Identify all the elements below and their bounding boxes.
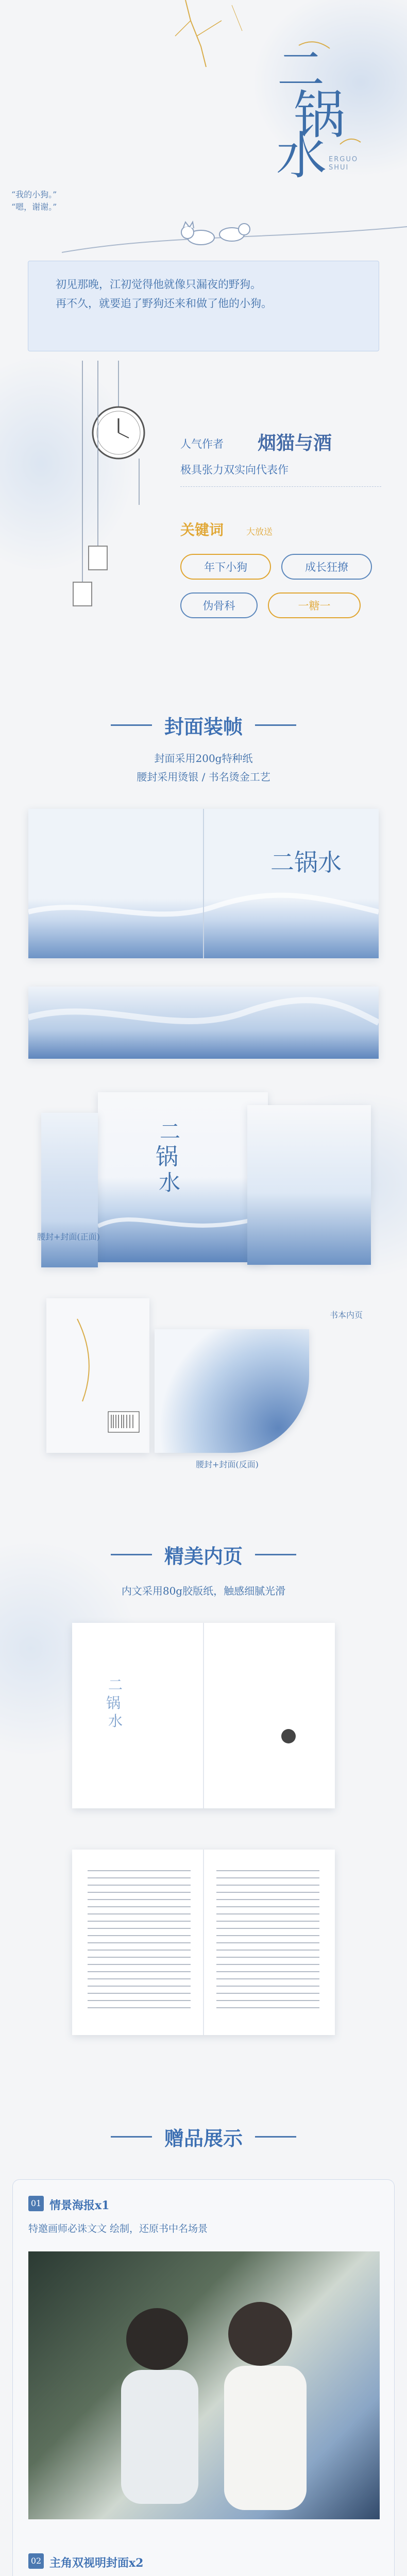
- inner-pages-spread-2: [72, 1850, 335, 2035]
- gift-number: 02: [28, 2553, 44, 2569]
- author-name: 烟猫与酒: [258, 432, 332, 454]
- cover-title-text: 封面装帧: [164, 715, 243, 738]
- cover-belt-flat: [28, 987, 379, 1059]
- inner-desc: 内文采用80g胶版纸，触感细腻光滑: [121, 1585, 286, 1597]
- cover-desc: [0, 749, 407, 786]
- svg-text:二: 二: [160, 1120, 180, 1144]
- logo-title: [268, 36, 371, 185]
- svg-text:锅: 锅: [156, 1144, 178, 1170]
- quote-line-2: “嗯，谢谢。”: [11, 202, 57, 212]
- title-bar-left: [111, 724, 152, 726]
- title-bar-right: [255, 724, 296, 726]
- svg-text:水: 水: [108, 1713, 123, 1730]
- title-bar-right: [255, 1554, 296, 1555]
- logo-char-1: 二: [277, 42, 325, 97]
- title-bar-right: [255, 2136, 296, 2138]
- keywords-title: 关键词: [180, 521, 224, 538]
- inner-section-title: [0, 1540, 407, 1569]
- svg-text:二: 二: [108, 1676, 123, 1693]
- svg-text:水: 水: [159, 1170, 181, 1195]
- logo-char-3: 水: [276, 127, 327, 185]
- gift-name: 情景海报x1: [49, 2199, 110, 2212]
- cover-desc-line-2: 腰封采用烫银 / 书名烫金工艺: [137, 771, 270, 783]
- belt-art-icon: [28, 987, 379, 1059]
- hanging-lamp-icon: [67, 361, 170, 649]
- cover-desc-line-1: 封面采用200g特种纸: [154, 752, 253, 765]
- cover-art-icon: [28, 809, 379, 958]
- title-bar-left: [111, 1554, 152, 1555]
- quote-line-1: “我的小狗。”: [11, 190, 57, 199]
- tag-pill-3: 伪骨科: [180, 592, 258, 618]
- tag-pill-2: 成长狂撩: [281, 554, 372, 580]
- callout-inner-pages: 书本内页: [330, 1310, 363, 1320]
- book-mockup-spine: [41, 1113, 98, 1267]
- gold-branch-icon: [170, 0, 273, 72]
- author-prefix: 人气作者: [180, 438, 224, 450]
- book-mockup-closed: [46, 1298, 149, 1453]
- inner-title-text: 精美内页: [164, 1545, 243, 1568]
- cats-on-rope-icon: [62, 204, 407, 265]
- svg-text:锅: 锅: [106, 1694, 121, 1711]
- quote: [11, 189, 57, 213]
- text-lines: [88, 1870, 191, 2009]
- gifts-title-text: 赠品展示: [164, 2127, 243, 2150]
- tag-pill-4: 一糖一: [268, 592, 361, 618]
- spread-gutter: [203, 1850, 204, 2035]
- keywords-note: 大放送: [246, 527, 273, 537]
- closed-book-art-icon: [46, 1298, 149, 1453]
- author-subtitle: 极具张力双实向代表作: [180, 464, 289, 476]
- gifts-section-title: [0, 2123, 407, 2151]
- poster-figures-icon: [28, 2251, 380, 2519]
- leaf-icon: [268, 36, 371, 185]
- logo-char-2: 锅: [294, 85, 345, 145]
- text-lines: [216, 1870, 319, 2009]
- book-mockup-open: [155, 1329, 309, 1453]
- book-mockup-back: [247, 1105, 371, 1265]
- inner-pages-spread-1: [72, 1623, 335, 1808]
- gift-number: 01: [28, 2196, 44, 2211]
- intro-line-1: 初见那晚，江初觉得他就像只漏夜的野狗。: [56, 278, 261, 291]
- intro-text: [56, 275, 360, 313]
- tag-pill-1: 年下小狗: [180, 554, 271, 580]
- intro-line-2: 再不久，就要追了野狗还来和做了他的小狗。: [56, 297, 272, 310]
- scene-poster-image: [28, 2251, 380, 2519]
- callout-front-cover: 腰封+封面(正面): [37, 1232, 100, 1242]
- author-divider: [180, 486, 381, 487]
- cover-jacket-flat: [28, 809, 379, 958]
- title-bar-left: [111, 2136, 152, 2138]
- callout-back-cover: 腰封+封面(反面): [196, 1460, 259, 1469]
- svg-text:二锅水: 二锅水: [270, 849, 342, 876]
- gift-desc: 特邀画师必诛文文 绘制，还原书中名场景: [28, 2223, 208, 2234]
- cover-section-title: [0, 711, 407, 739]
- gift-name: 主角双视明封面x2: [49, 2556, 144, 2570]
- spread-1-art-icon: [72, 1623, 335, 1808]
- book-mockup-front: [98, 1092, 268, 1262]
- logo-english: ERGUO SHUI: [329, 156, 359, 172]
- front-cover-art-icon: [98, 1092, 268, 1262]
